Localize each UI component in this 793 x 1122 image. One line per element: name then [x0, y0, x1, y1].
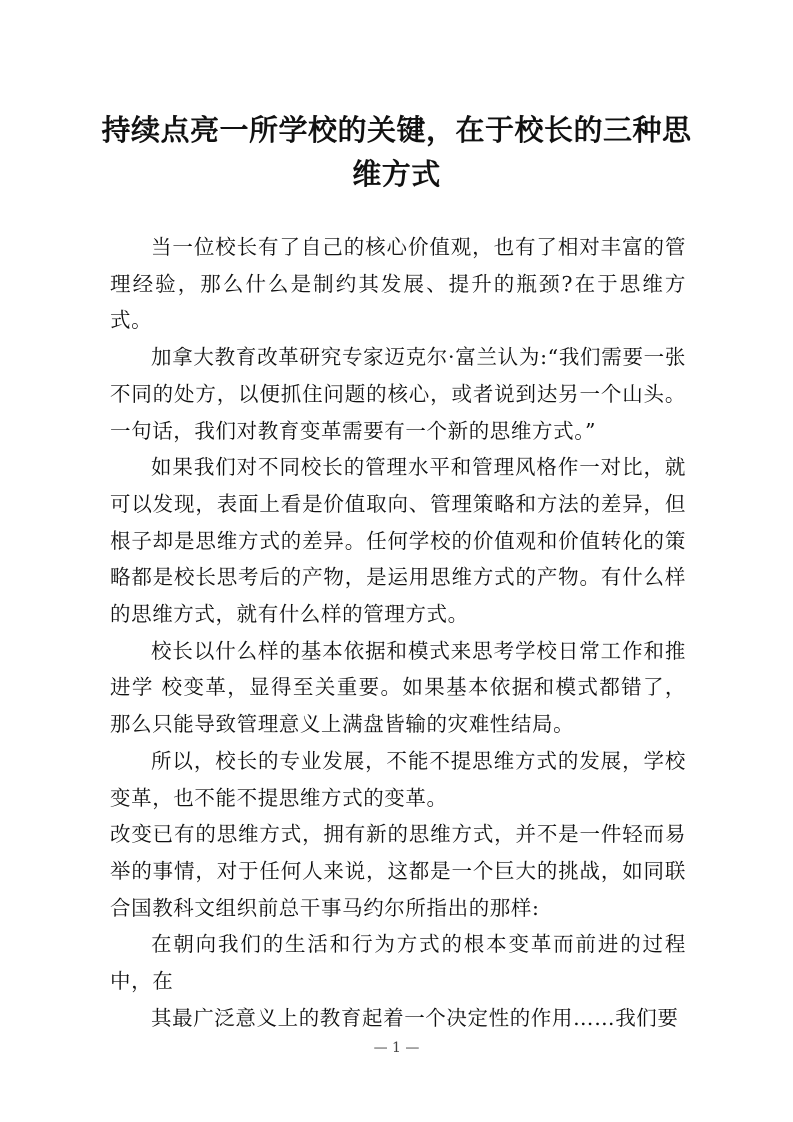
paragraph: 如果我们对不同校长的管理水平和管理风格作一对比，就可以发现，表面上看是价值取向、管理策略和方法的差异，但根子却是思维方式的差异。任何学校的价值观和价值转化的策略都是校长思考后的产物，是运用思维方式的产物。有什么样的思维方式，就有什么样的管理方式。: [110, 455, 686, 627]
paragraph: 在朝向我们的生活和行为方式的根本变革而前进的过程中，在: [110, 932, 686, 994]
document-title: 持续点亮一所学校的关键，在于校长的三种思维方式: [101, 113, 692, 191]
paragraph: 加拿大教育改革研究专家迈克尔·富兰认为:“我们需要一张不同的处方，以便抓住问题的核心，或者说到达另一个山头。一句话，我们对教育变革需要有一个新的思维方式。”: [110, 345, 686, 443]
paragraph: 校长以什么样的基本依据和模式来思考学校日常工作和推进学 校变革，显得至关重要。如果基本依据和模式都错了，那么只能导致管理意义上满盘皆输的灾难性结局。: [110, 638, 686, 737]
document-body: [110, 229, 686, 1036]
page-number: — 1 —: [373, 1040, 420, 1056]
paragraph: 其最广泛意义上的教育起着一个决定性的作用……我们要: [151, 1005, 679, 1030]
paragraph: 改变已有的思维方式，拥有新的思维方式，并不是一件轻而易举的事情，对于任何人来说，这都是一个巨大的挑战，如同联合国教科文组织前总干事马约尔所指出的那样:: [110, 822, 686, 920]
paragraph: 所以，校长的专业发展，不能不提思维方式的发展，学校变革，也不能不提思维方式的变革。: [110, 748, 686, 810]
paragraph: 当一位校长有了自己的核心价值观，也有了相对丰富的管理经验，那么什么是制约其发展、提升的瓶颈?在于思维方式。: [110, 235, 686, 333]
